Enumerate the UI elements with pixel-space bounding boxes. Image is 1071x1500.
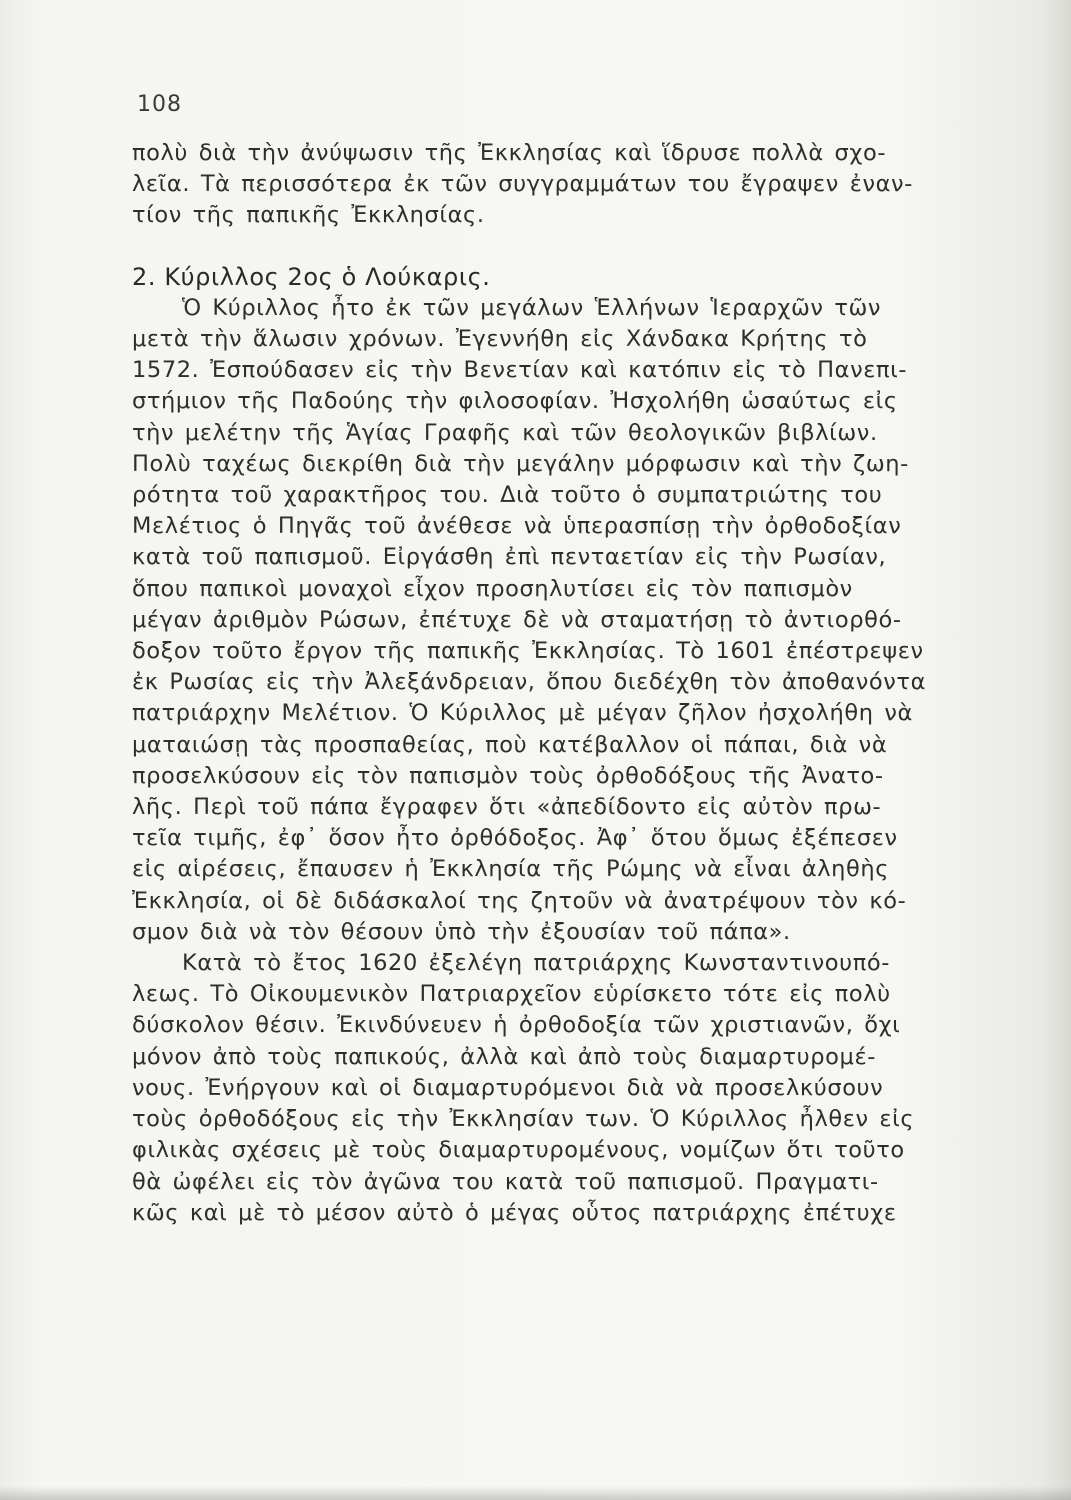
text-line: Μελέτιος ὁ Πηγᾶς τοῦ ἀνέθεσε νὰ ὑπερασπίσῃ τὴν ὀρθοδοξίαν [132,513,902,540]
spacer [132,232,962,262]
text-line: τοὺς ὀρθοδόξους εἰς τὴν Ἐκκλησίαν των. Ὁ Κύριλλος ἦλθεν εἰς [132,1106,915,1133]
text-line: λῆς. Περὶ τοῦ πάπα ἔγραφεν ὅτι «ἀπεδίδοντο εἰς αὐτὸν πρω- [132,794,882,821]
text-line: ὅπου παπικοὶ μοναχοὶ εἶχον προσηλυτίσει εἰς τὸν παπισμὸν [132,575,853,602]
text-line: Ὁ Κύριλλος ἦτο ἐκ τῶν μεγάλων Ἑλλήνων Ἱεραρχῶν τῶν [182,294,882,321]
text-line: λεῖα. Τὰ περισσότερα ἐκ τῶν συγγραμμάτων του ἔγραψεν ἐναν- [132,171,913,198]
text-line: μετὰ τὴν ἅλωσιν χρόνων. Ἐγεννήθη εἰς Χάνδακα Κρήτης τὸ [132,326,868,353]
text-line: Κατὰ τὸ ἔτος 1620 ἐξελέγη πατριάρχης Κωνσταντινουπό- [182,950,890,977]
page-number: 108 [137,92,182,117]
text-line: ρότητα τοῦ χαρακτῆρος του. Διὰ τοῦτο ὁ συμπατριώτης του [132,482,883,509]
section-heading: 2. Κύριλλος 2ος ὁ Λούκαρις. [132,262,491,291]
text-line: κατὰ τοῦ παπισμοῦ. Εἰργάσθη ἐπὶ πενταετίαν εἰς τὴν Ρωσίαν, [132,544,887,571]
text-line: φιλικὰς σχέσεις μὲ τοὺς διαμαρτυρομένους, νομίζων ὅτι τοῦτο [132,1137,905,1164]
text-line: Ἐκκλησία, οἱ δὲ διδάσκαλοί της ζητοῦν νὰ ἀνατρέψουν τὸν κό- [132,887,907,914]
text-line: δύσκολον θέσιν. Ἐκινδύνευεν ἡ ὀρθοδοξία τῶν χριστιανῶν, ὄχι [132,1012,901,1039]
text-line: 1572. Ἐσπούδασεν εἰς τὴν Βενετίαν καὶ κατόπιν εἰς τὸ Πανεπι- [132,357,908,384]
paragraph-1 [132,138,962,232]
text-line: ἐκ Ρωσίας εἰς τὴν Ἀλεξάνδρειαν, ὅπου διεδέχθη τὸν ἀποθανόντα [132,669,926,696]
text-line: εἰς αἱρέσεις, ἔπαυσεν ἡ Ἐκκλησία τῆς Ρώμης νὰ εἶναι ἀληθὴς [132,856,890,883]
text-line: στήμιον τῆς Παδούης τὴν φιλοσοφίαν. Ἠσχολήθη ὡσαύτως εἰς [132,388,898,415]
text-line: θὰ ὠφέλει εἰς τὸν ἀγῶνα του κατὰ τοῦ παπισμοῦ. Πραγματι- [132,1168,879,1195]
page-bottom-shadow [0,1486,1071,1500]
text-line: δοξον τοῦτο ἔργον τῆς παπικῆς Ἐκκλησίας. Τὸ 1601 ἐπέστρεψεν [132,638,924,665]
text-line: νους. Ἐνήργουν καὶ οἱ διαμαρτυρόμενοι διὰ νὰ προσελκύσουν [132,1074,884,1101]
text-line: πολὺ διὰ τὴν ἀνύψωσιν τῆς Ἐκκλησίας καὶ ἵδρυσε πολλὰ σχο- [132,140,887,166]
text-line: ματαιώσῃ τὰς προσπαθείας, ποὺ κατέβαλλον οἱ πάπαι, διὰ νὰ [132,731,888,758]
text-line: τίον τῆς παπικῆς Ἐκκλησίας. [132,202,485,229]
text-line: μόνον ἀπὸ τοὺς παπικούς, ἀλλὰ καὶ ἀπὸ τοὺς διαμαρτυρομέ- [132,1043,876,1070]
paragraph-3 [132,948,962,1229]
text-line: πατριάρχην Μελέτιον. Ὁ Κύριλλος μὲ μέγαν ζῆλον ἠσχολήθη νὰ [132,700,913,727]
text-line: τεῖα τιμῆς, ἐφ᾽ ὅσον ἦτο ὀρθόδοξος. Ἀφ᾽ ὅτου ὅμως ἐξέπεσεν [132,825,898,852]
text-line: τὴν μελέτην τῆς Ἁγίας Γραφῆς καὶ τῶν θεολογικῶν βιβλίων. [132,419,878,446]
text-line: λεως. Τὸ Οἰκουμενικὸν Πατριαρχεῖον εὑρίσκετο τότε εἰς πολὺ [132,981,891,1008]
text-line: προσελκύσουν εἰς τὸν παπισμὸν τοὺς ὀρθοδόξους τῆς Ἀνατο- [132,762,884,789]
body-text [132,138,962,1229]
text-line: Πολὺ ταχέως διεκρίθη διὰ τὴν μεγάλην μόρφωσιν καὶ τὴν ζωη- [132,450,909,477]
paragraph-2 [132,293,962,948]
text-line: κῶς καὶ μὲ τὸ μέσον αὐτὸ ὁ μέγας οὗτος πατριάρχης ἐπέτυχε [132,1199,897,1226]
text-line: μέγαν ἀριθμὸν Ρώσων, ἐπέτυχε δὲ νὰ σταματήσῃ τὸ ἀντιορθό- [132,606,902,633]
text-line: σμον διὰ νὰ τὸν θέσουν ὑπὸ τὴν ἐξουσίαν τοῦ πάπα». [132,918,791,945]
